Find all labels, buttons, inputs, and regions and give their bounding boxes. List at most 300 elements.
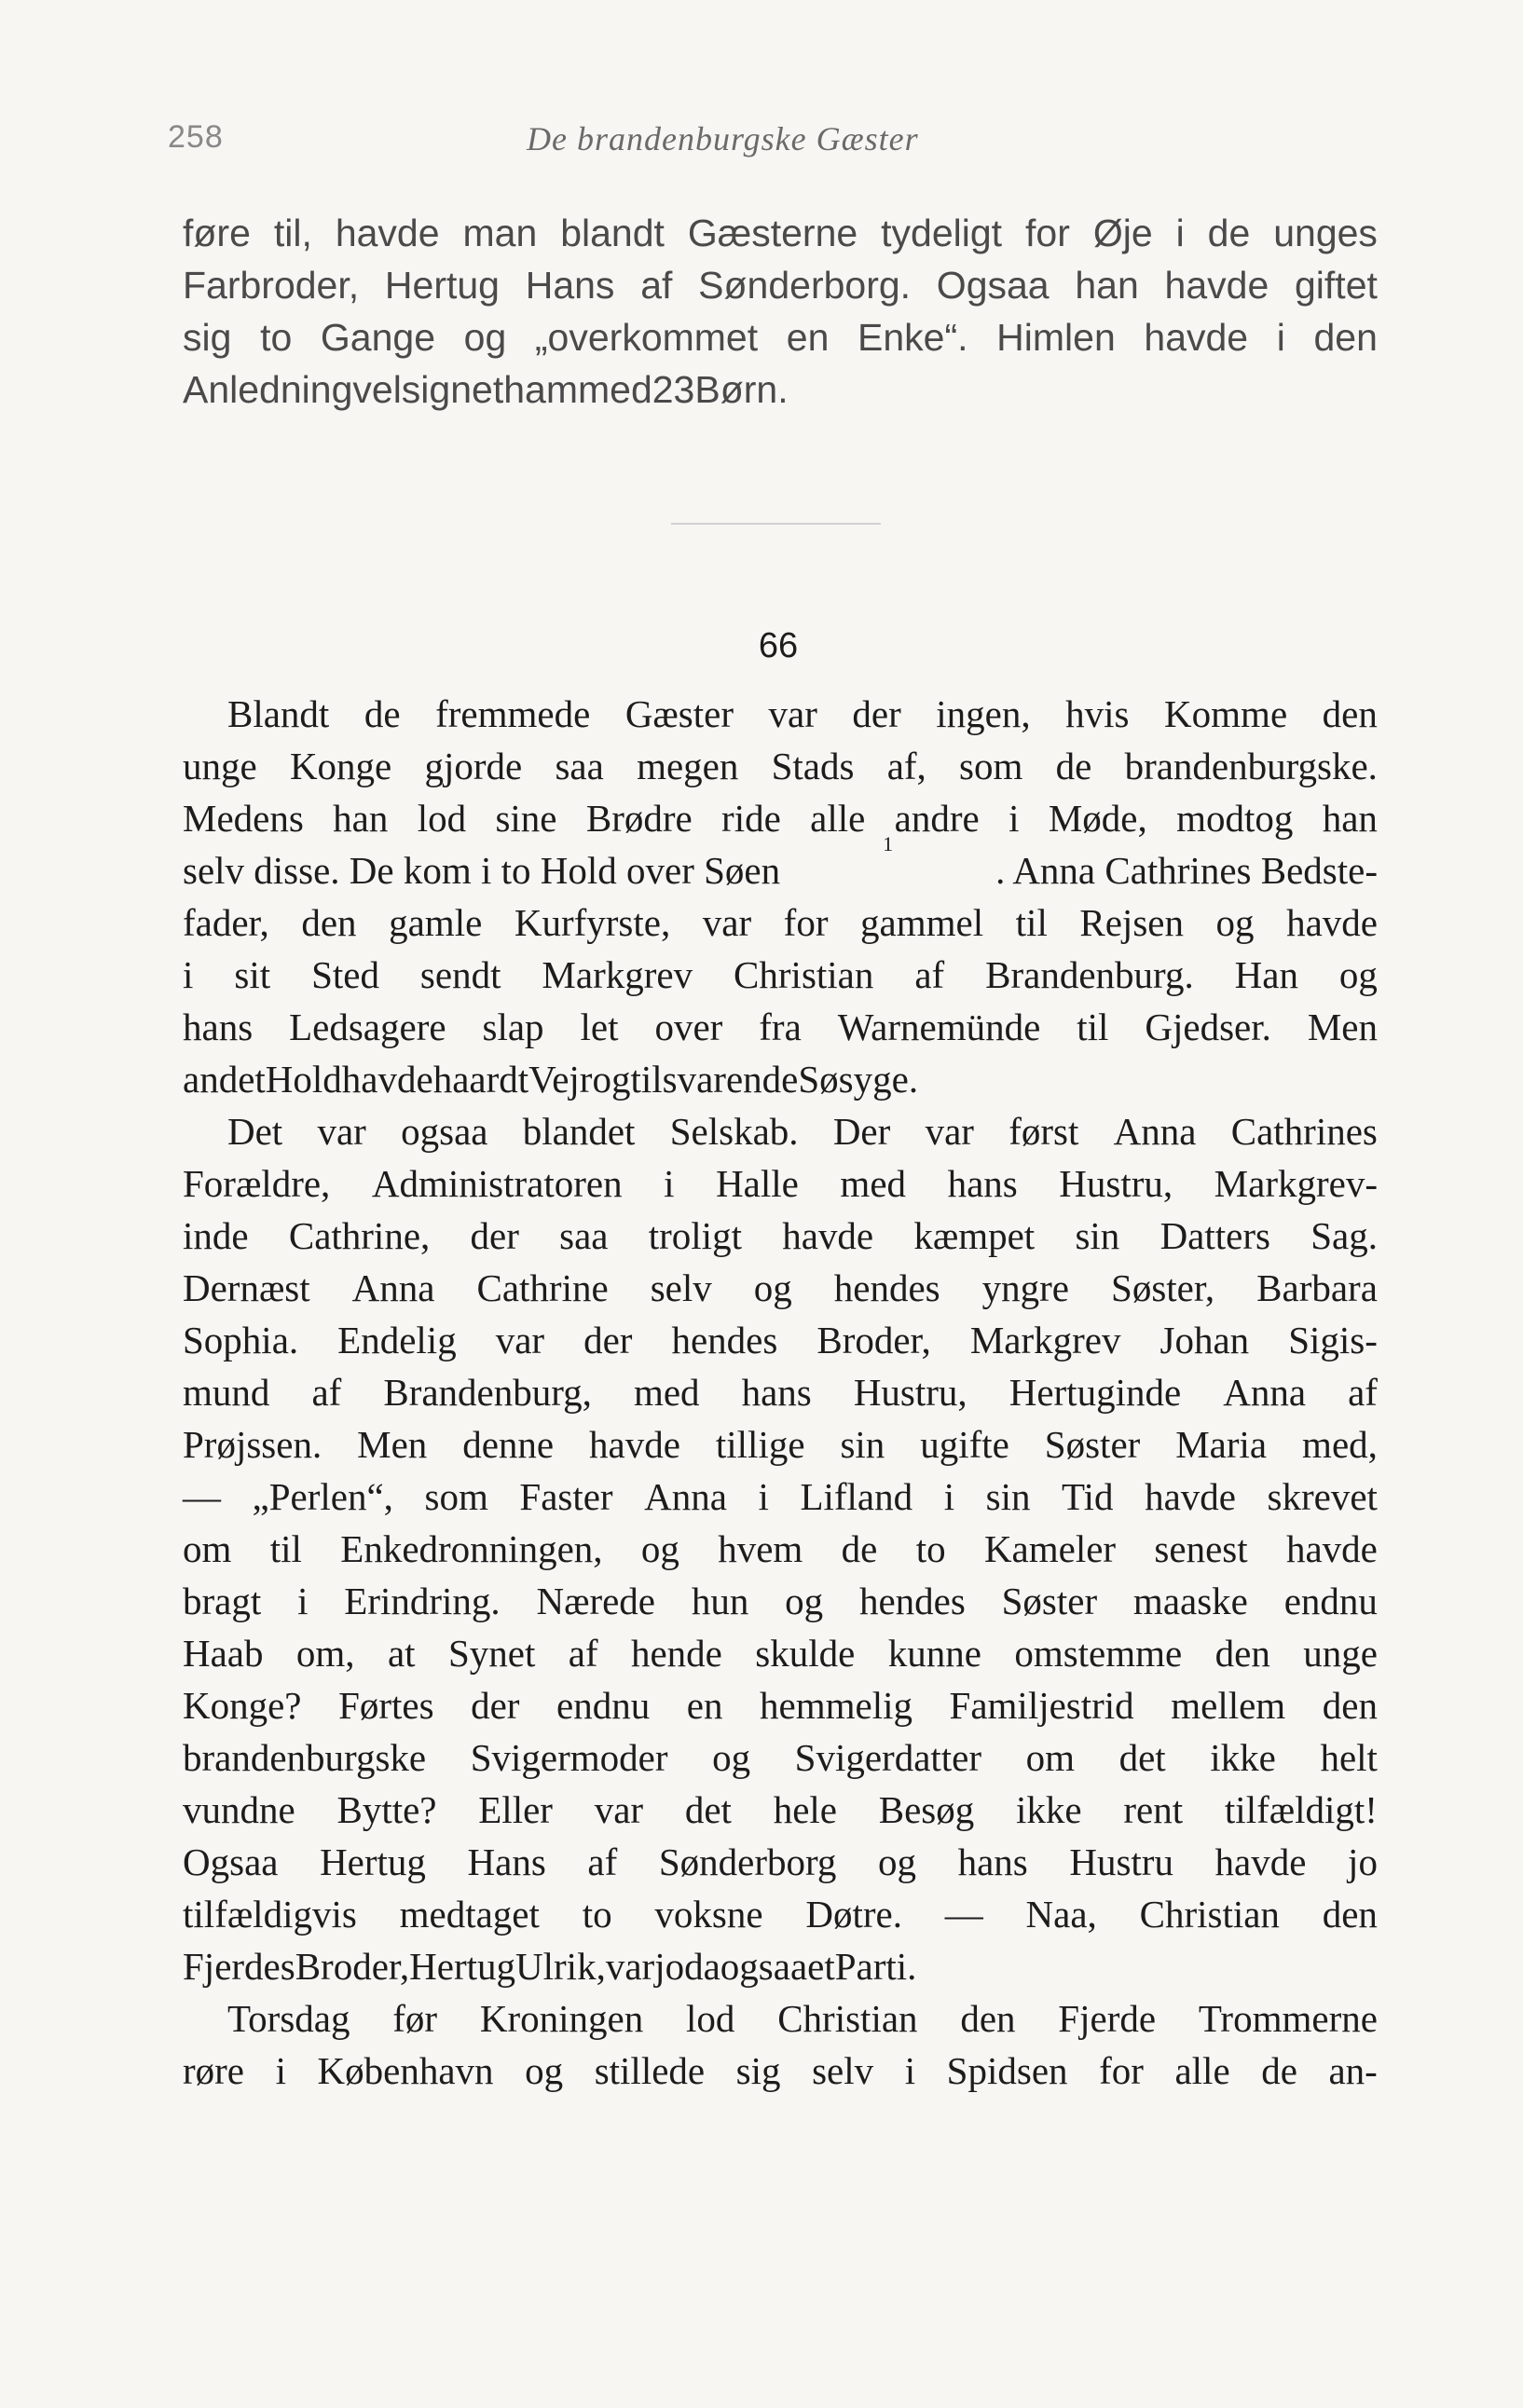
word: var: [317, 1110, 366, 1153]
word: brandenburgske.: [1124, 745, 1378, 787]
word: lod: [686, 1997, 735, 2040]
word: Børn.: [694, 368, 789, 411]
text-line: [183, 1105, 1378, 1157]
text-line: [183, 949, 1378, 1001]
word: til: [1015, 901, 1048, 944]
word: og: [525, 2049, 564, 2092]
word: havde: [341, 1058, 433, 1101]
text-line: [183, 2045, 1378, 2097]
word: senest: [1154, 1527, 1248, 1570]
word: som: [424, 1475, 488, 1518]
word: unges: [1273, 212, 1378, 254]
word: Naa,: [1025, 1893, 1097, 1936]
word: yngre: [981, 1266, 1070, 1309]
word: Vejr: [528, 1058, 593, 1101]
word: i: [904, 2049, 916, 2092]
word: Markgrev: [969, 1319, 1121, 1361]
word: sendt: [419, 953, 501, 996]
line-before-footnote: selv disse. De kom i to Hold over Søen: [183, 849, 781, 892]
word: —: [183, 1475, 221, 1518]
word: Sophia.: [183, 1319, 299, 1361]
word: brandenburgske: [183, 1736, 427, 1779]
word: til: [269, 1527, 302, 1570]
word: havde: [782, 1214, 874, 1257]
word: de: [1055, 745, 1092, 787]
word: haardt: [432, 1058, 529, 1101]
text-line: [183, 1836, 1378, 1888]
word: mellem: [1171, 1684, 1286, 1727]
word: da: [684, 1945, 720, 1988]
word: i: [275, 2049, 286, 2092]
word: til: [1077, 1006, 1109, 1048]
text-line: [183, 363, 1378, 416]
word: den: [1322, 1893, 1378, 1936]
text-line: [183, 896, 1378, 949]
word: i: [1008, 797, 1020, 840]
word: Brandenburg,: [383, 1371, 592, 1414]
word: over: [654, 1006, 723, 1048]
text-line: [183, 1575, 1378, 1627]
word: jo: [654, 1945, 685, 1988]
word: hemmelig: [760, 1684, 912, 1727]
word: skrevet: [1267, 1475, 1378, 1518]
word: den: [960, 1997, 1016, 2040]
word: Prøjssen.: [183, 1423, 322, 1466]
word: det: [1118, 1736, 1166, 1779]
paragraph: [183, 688, 1378, 1105]
line-after-footnote: . Anna Cathrines Bedste-: [995, 849, 1378, 892]
word: Erindring.: [344, 1580, 501, 1622]
word: han: [1075, 264, 1139, 307]
word: havde: [1214, 1840, 1307, 1883]
word: gammel: [860, 901, 984, 944]
word: hvem: [718, 1527, 803, 1570]
text-line: [183, 1992, 1378, 2045]
word: Konge?: [183, 1684, 302, 1727]
word: fader,: [183, 901, 269, 944]
word: Kroningen: [479, 1997, 644, 2040]
word: var: [768, 692, 817, 735]
word: den: [1313, 316, 1378, 359]
text-line: [183, 1523, 1378, 1575]
word: let: [580, 1006, 619, 1048]
word: fra: [759, 1006, 802, 1048]
word: var: [594, 1788, 644, 1831]
text-line: [183, 1001, 1378, 1053]
word: med: [577, 368, 652, 411]
word: ingen,: [936, 692, 1031, 735]
word: saa: [555, 745, 604, 787]
word: skulde: [755, 1632, 856, 1675]
word: og: [463, 316, 507, 359]
word: før: [392, 1997, 438, 2040]
word: andre: [894, 797, 980, 840]
word: var: [605, 1945, 655, 1988]
word: hendes: [833, 1266, 940, 1309]
word: Datters: [1159, 1214, 1270, 1257]
word: mund: [183, 1371, 270, 1414]
word: og: [712, 1736, 751, 1779]
word: Gange: [320, 316, 436, 359]
word: Hertug: [384, 264, 500, 307]
word: medtaget: [399, 1893, 540, 1936]
word: tilsvarende: [630, 1058, 799, 1101]
word: ham: [503, 368, 578, 411]
word: Kurfyrste,: [514, 901, 671, 944]
word: jo: [1348, 1840, 1378, 1883]
word: unge: [1303, 1632, 1378, 1675]
word: Sag.: [1310, 1214, 1378, 1257]
word: om,: [295, 1632, 355, 1675]
text-line: [183, 1471, 1378, 1523]
text-line: [183, 792, 1378, 844]
word: den: [301, 901, 357, 944]
word: slap: [482, 1006, 544, 1048]
word: der: [583, 1319, 633, 1361]
word: Sted: [311, 953, 379, 996]
word: Gæsterne: [687, 212, 858, 254]
word: i: [943, 1475, 955, 1518]
word: Svigerdatter: [794, 1736, 982, 1779]
running-title: De brandenburgske Gæster: [527, 120, 919, 157]
word: sin: [840, 1423, 885, 1466]
text-line: [183, 311, 1378, 363]
word: tilfældigt!: [1224, 1788, 1378, 1831]
word: der: [470, 1214, 519, 1257]
word: —: [944, 1893, 983, 1936]
word: helt: [1320, 1736, 1378, 1779]
word: Anna: [1113, 1110, 1197, 1153]
word: Lifland: [800, 1475, 913, 1518]
text-line: [183, 1888, 1378, 1940]
word: endnu: [1283, 1580, 1378, 1622]
word: Det: [227, 1110, 283, 1153]
word: Hans: [525, 264, 615, 307]
word: Anledning: [183, 368, 353, 411]
word: havde: [1145, 1475, 1236, 1518]
word: stillede: [594, 2049, 706, 2092]
word: Sønderborg: [658, 1840, 837, 1883]
word: Der: [832, 1110, 891, 1153]
word: sit: [234, 953, 271, 996]
word: Fjerde: [1058, 1997, 1157, 2040]
word: sine: [495, 797, 557, 840]
word: havde: [335, 212, 440, 254]
word: havde: [589, 1423, 680, 1466]
word: for: [783, 901, 829, 944]
word: havde: [1164, 264, 1269, 307]
word: gjorde: [424, 745, 523, 787]
paragraph: [183, 1992, 1378, 2097]
word: Rejsen: [1079, 901, 1184, 944]
word: Men: [357, 1423, 428, 1466]
word: an-: [1328, 2049, 1378, 2092]
word: Sønderborg.: [698, 264, 912, 307]
word: Christian: [1139, 1893, 1280, 1936]
word: inde: [183, 1214, 249, 1257]
word: som: [959, 745, 1023, 787]
word: Barbara: [1256, 1266, 1378, 1309]
word: Torsdag: [227, 1997, 350, 2040]
word: Ulrik,: [515, 1945, 606, 1988]
word: Endelig: [337, 1319, 457, 1361]
word: Johan: [1159, 1319, 1250, 1361]
paragraph: [183, 1105, 1378, 1992]
word: ride: [721, 797, 781, 840]
word: København: [317, 2049, 494, 2092]
word: den: [1322, 1684, 1378, 1727]
word: de: [841, 1527, 878, 1570]
text-line: [183, 1784, 1378, 1836]
word: med,: [1302, 1423, 1378, 1466]
word: gamle: [389, 901, 483, 944]
word: Besøg: [878, 1788, 975, 1831]
word: der: [852, 692, 901, 735]
word: endnu: [556, 1684, 651, 1727]
word: omstemme: [1014, 1632, 1183, 1675]
word: og: [785, 1580, 824, 1622]
word: sin: [985, 1475, 1031, 1518]
word: hans: [957, 1840, 1028, 1883]
word: to: [582, 1893, 612, 1936]
word: sig: [183, 316, 232, 359]
word: lod: [417, 797, 467, 840]
word: med: [633, 1371, 700, 1414]
word: Dernæst: [183, 1266, 310, 1309]
word: hendes: [671, 1319, 778, 1361]
word: Søster: [1044, 1423, 1141, 1466]
text-line: [183, 1731, 1378, 1784]
word: han: [1322, 797, 1378, 840]
word: selv: [812, 2049, 874, 2092]
text-line: [183, 1627, 1378, 1679]
word: hendes: [858, 1580, 966, 1622]
word: det: [684, 1788, 732, 1831]
word: Møde,: [1048, 797, 1147, 840]
word: var: [925, 1110, 974, 1153]
word: Kameler: [983, 1527, 1117, 1570]
word: Hertuginde: [1008, 1371, 1182, 1414]
word: Markgrev-: [1214, 1162, 1378, 1205]
word: to: [915, 1527, 946, 1570]
word: de: [1207, 212, 1251, 254]
word: hele: [773, 1788, 837, 1831]
text-line: [183, 1366, 1378, 1418]
word: og: [1215, 901, 1255, 944]
word: Warnemünde: [837, 1006, 1041, 1048]
word: af: [640, 264, 673, 307]
word: for: [1025, 212, 1070, 254]
word: Christian: [777, 1997, 918, 2040]
word: og: [753, 1266, 792, 1309]
word: ikke: [1016, 1788, 1082, 1831]
word: Hustru: [1069, 1840, 1173, 1883]
word: med: [840, 1162, 907, 1205]
word: maaske: [1132, 1580, 1248, 1622]
footnote-marker: 1: [883, 832, 894, 855]
word: de: [364, 692, 401, 735]
word: Cathrines: [1230, 1110, 1378, 1153]
text-line: [183, 1679, 1378, 1731]
word: unge: [183, 745, 257, 787]
word: at: [387, 1632, 416, 1675]
word: Haab: [183, 1632, 264, 1675]
word: Maria: [1175, 1423, 1268, 1466]
word: i: [1175, 212, 1185, 254]
word: Eller: [478, 1788, 553, 1831]
word: rent: [1123, 1788, 1184, 1831]
word: Hertug: [409, 1945, 516, 1988]
word: af: [914, 953, 945, 996]
word: i: [1276, 316, 1285, 359]
word: føre: [183, 212, 251, 254]
word: Ogsaa: [183, 1840, 279, 1883]
word: megen: [637, 745, 739, 787]
section-divider: [671, 523, 881, 525]
word: Tid: [1062, 1475, 1114, 1518]
word: giftet: [1295, 264, 1378, 307]
word: Hustru,: [853, 1371, 967, 1414]
word: alle: [810, 797, 866, 840]
word: en: [786, 316, 830, 359]
word: bragt: [183, 1580, 262, 1622]
word: alle: [1174, 2049, 1230, 2092]
word: sig: [735, 2049, 781, 2092]
text-line: [183, 1418, 1378, 1471]
word: Døtre.: [805, 1893, 902, 1936]
word: den: [1322, 692, 1378, 735]
word: hans: [741, 1371, 812, 1414]
word: modtog: [1176, 797, 1294, 840]
word: havde: [1285, 1527, 1378, 1570]
word: Svigermoder: [470, 1736, 668, 1779]
word: til,: [273, 212, 312, 254]
word: troligt: [648, 1214, 742, 1257]
word: „overkommet: [534, 316, 759, 359]
word: Førtes: [338, 1684, 434, 1727]
word: blandt: [560, 212, 665, 254]
word: ugifte: [920, 1423, 1009, 1466]
text-line: [183, 1314, 1378, 1366]
word: i: [758, 1475, 769, 1518]
word: kunne: [887, 1632, 981, 1675]
word: Farbroder,: [183, 264, 360, 307]
text-line: [183, 740, 1378, 792]
word: Trommerne: [1198, 1997, 1378, 2040]
word: i: [664, 1162, 675, 1205]
word: Konge: [289, 745, 392, 787]
word: Ogsaa: [936, 264, 1050, 307]
word: i: [183, 953, 194, 996]
word: hun: [691, 1580, 749, 1622]
word: denne: [462, 1423, 555, 1466]
opening-paragraph: [183, 207, 1378, 416]
word: af: [311, 1371, 342, 1414]
word: Cathrine: [476, 1266, 609, 1309]
word: Administratoren: [371, 1162, 623, 1205]
word: 23: [652, 368, 695, 411]
word: havde: [1286, 901, 1378, 944]
word: Parti.: [834, 1945, 917, 1988]
text-line-with-footnote: [183, 832, 1378, 896]
word: velsignet: [352, 368, 504, 411]
word: i: [297, 1580, 309, 1622]
word: Cathrine,: [288, 1214, 431, 1257]
section-number: 66: [758, 626, 799, 665]
word: hans: [183, 1006, 254, 1048]
word: Hold: [265, 1058, 342, 1101]
word: Himlen: [996, 316, 1116, 359]
word: Enkedronningen,: [340, 1527, 603, 1570]
word: røre: [183, 2049, 245, 2092]
word: af: [587, 1840, 618, 1883]
word: Anna: [351, 1266, 435, 1309]
word: hans: [947, 1162, 1018, 1205]
word: Markgrev: [542, 953, 693, 996]
word: om: [183, 1527, 232, 1570]
word: Blandt: [227, 692, 330, 735]
word: var: [702, 901, 752, 944]
word: man: [462, 212, 538, 254]
word: blandet: [522, 1110, 636, 1153]
word: ogsaa: [401, 1110, 488, 1153]
word: og: [1338, 953, 1378, 996]
word: af: [1348, 1371, 1378, 1414]
word: Hertug: [320, 1840, 426, 1883]
text-line: [183, 688, 1378, 740]
word: Søsyge.: [798, 1058, 919, 1101]
word: først: [1008, 1110, 1079, 1153]
word: Familjestrid: [949, 1684, 1134, 1727]
word: Christian: [734, 953, 874, 996]
word: Broder,: [816, 1319, 931, 1361]
word: Ledsagere: [289, 1006, 446, 1048]
word: andet: [183, 1058, 266, 1101]
word: Spidsen: [946, 2049, 1068, 2092]
word: ikke: [1210, 1736, 1276, 1779]
word: selv: [650, 1266, 712, 1309]
text-line: [183, 1157, 1378, 1210]
word: Selskab.: [669, 1110, 799, 1153]
word: de: [1261, 2049, 1297, 2092]
text-line: [183, 1053, 1378, 1105]
word: Halle: [716, 1162, 799, 1205]
word: Brødre: [585, 797, 693, 840]
word: kæmpet: [913, 1214, 1036, 1257]
word: der: [471, 1684, 520, 1727]
word: Søster: [1001, 1580, 1098, 1622]
word: Brandenburg.: [985, 953, 1194, 996]
word: Gjedser.: [1145, 1006, 1271, 1048]
word: var: [495, 1319, 545, 1361]
word: ogsaa: [720, 1945, 808, 1988]
word: Faster: [519, 1475, 613, 1518]
word: voksne: [654, 1893, 763, 1936]
word: Sigis-: [1288, 1319, 1378, 1361]
word: „Perlen“,: [252, 1475, 393, 1518]
word: Komme: [1164, 692, 1288, 735]
word: tydeligt: [881, 212, 1003, 254]
page-number: 258: [168, 119, 224, 155]
word: Stads: [771, 745, 855, 787]
word: Hustru,: [1059, 1162, 1173, 1205]
word: havde: [1144, 316, 1249, 359]
word: et: [807, 1945, 835, 1988]
word: saa: [559, 1214, 609, 1257]
word: sin: [1075, 1214, 1120, 1257]
word: Anna: [644, 1475, 727, 1518]
word: Øje: [1092, 212, 1153, 254]
